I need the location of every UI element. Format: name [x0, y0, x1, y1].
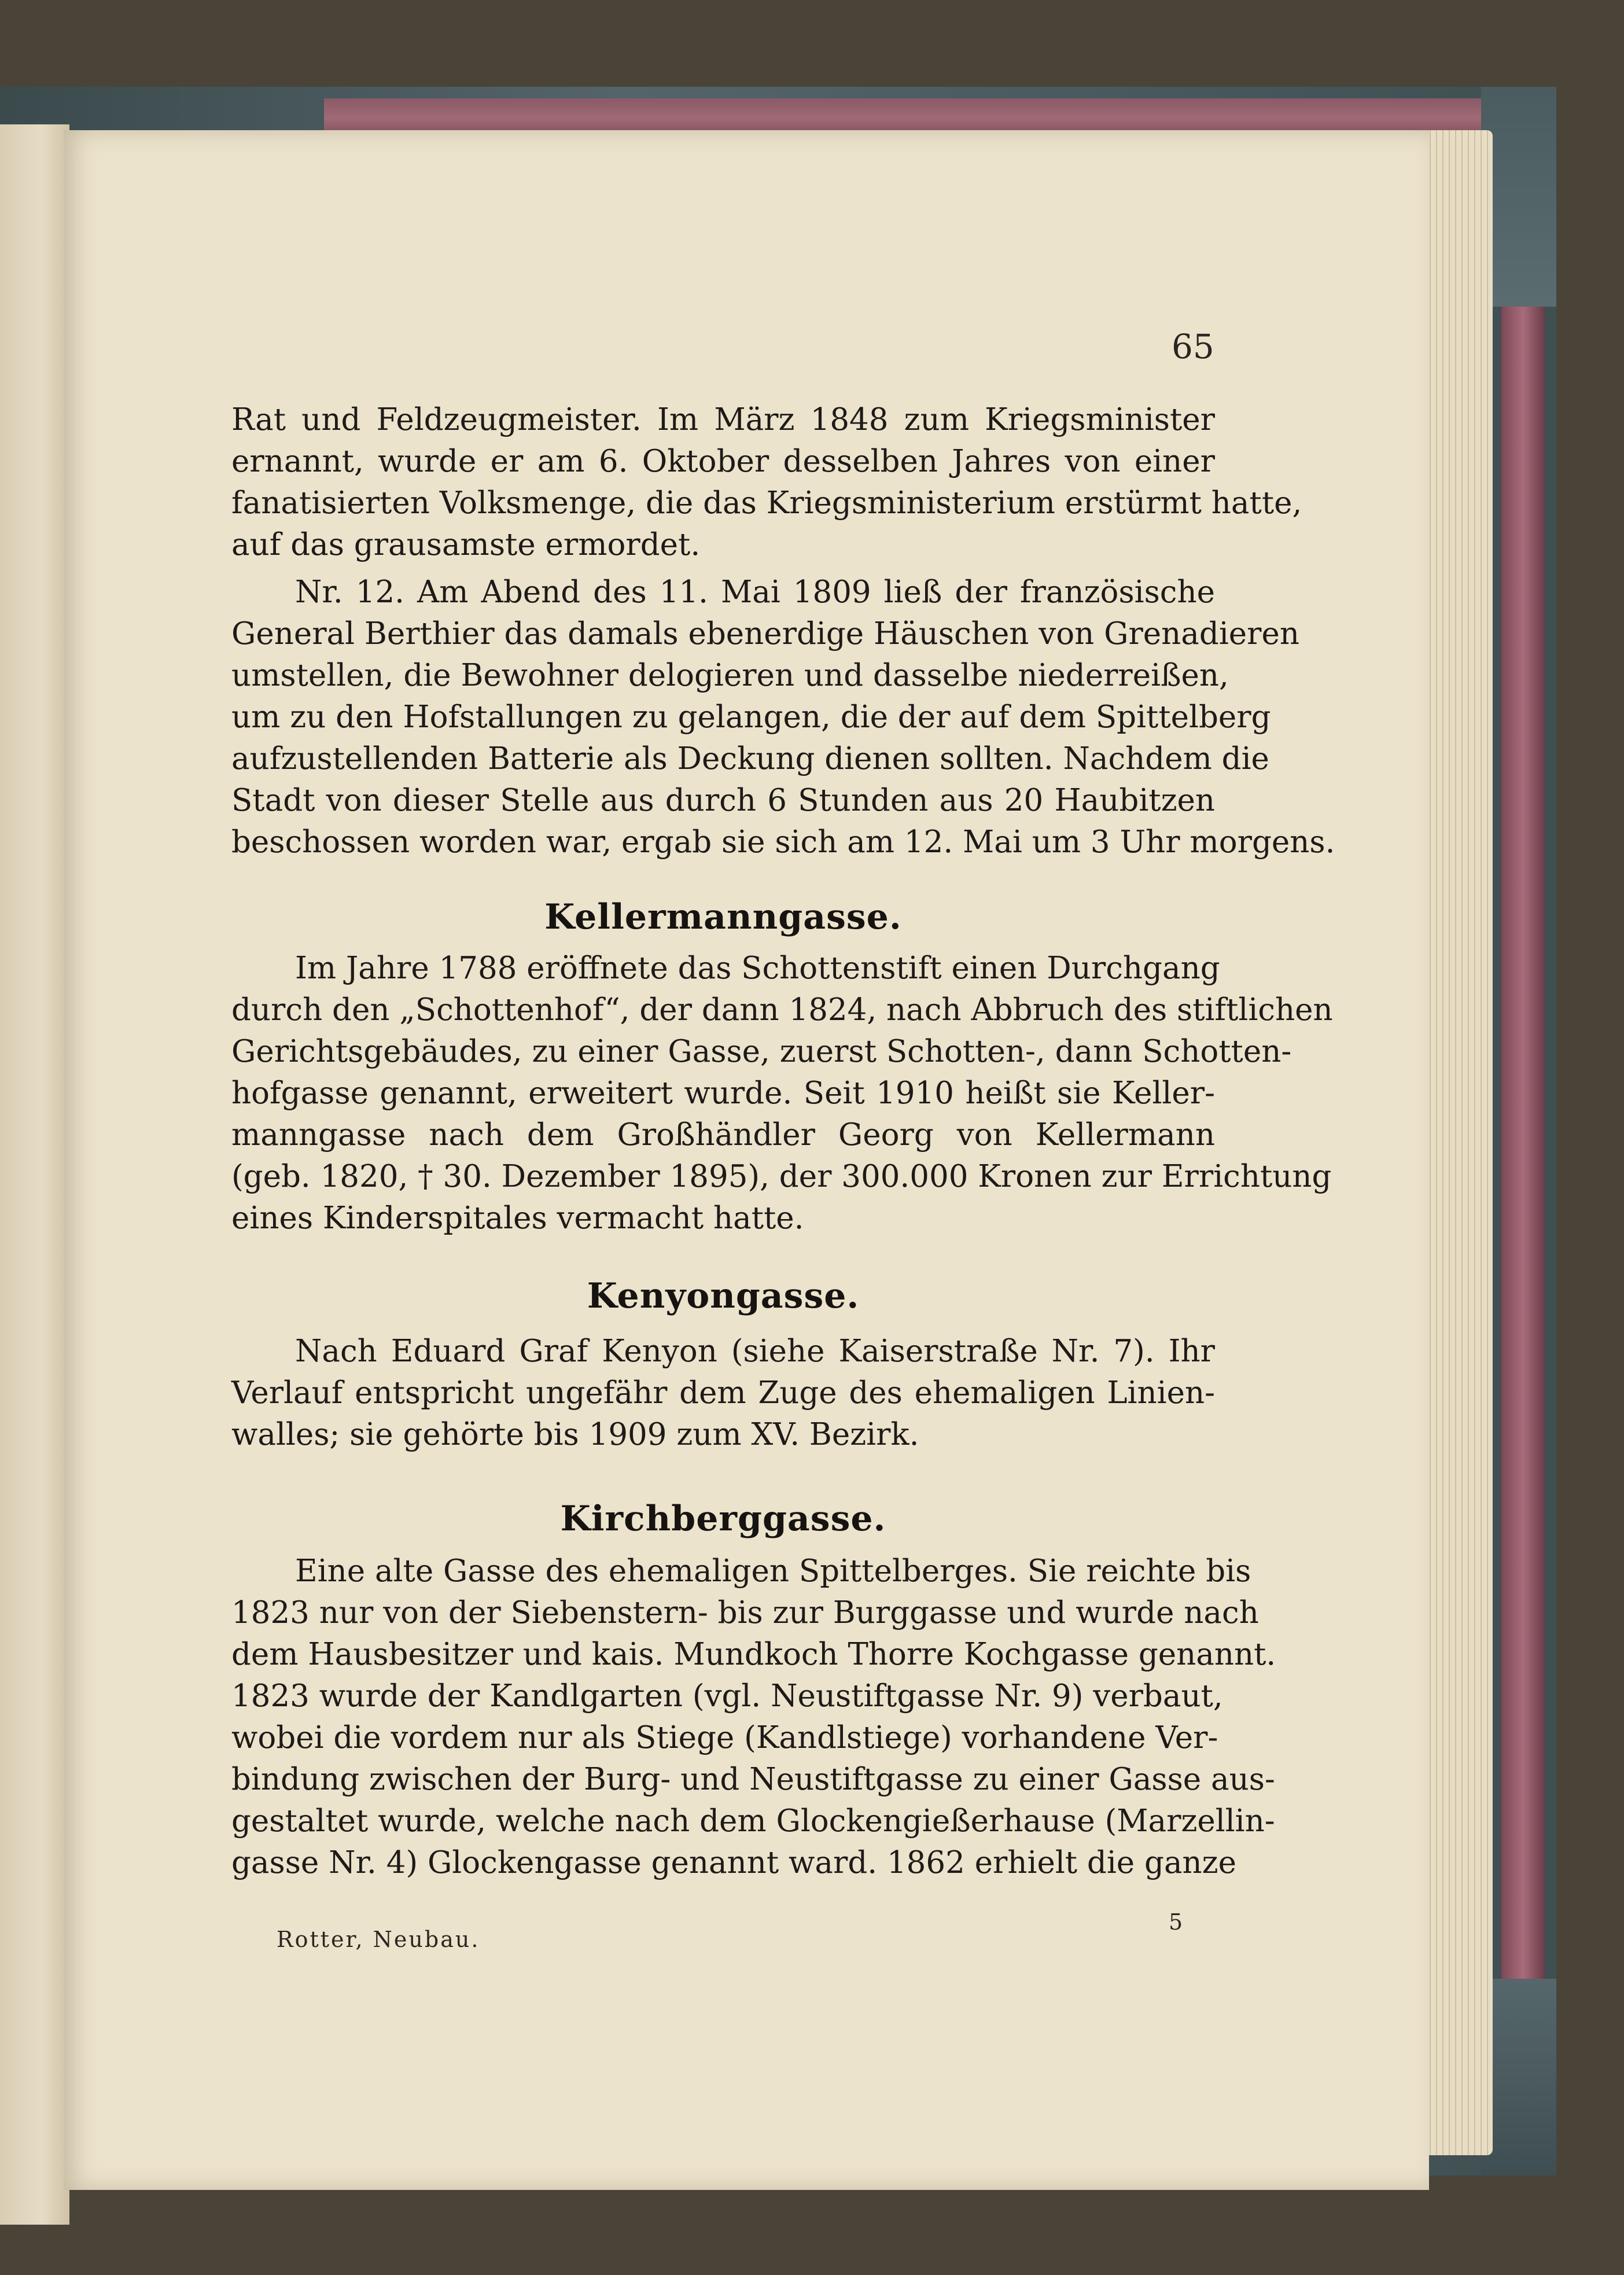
text-line: um zu den Hofstallungen zu gelangen, die der auf dem Spittelberg [231, 700, 1271, 735]
text-line: Nr. 12. Am Abend des 11. Mai 1809 ließ der französische [295, 575, 1215, 610]
text-line: manngasse nach dem Großhändler Georg von Kellermann [231, 1117, 1215, 1153]
page-number: 65 [1172, 327, 1214, 366]
intro-paragraph [231, 399, 1302, 566]
heading-kirchberggasse: Kirchberggasse. [560, 1499, 886, 1539]
text-line: General Berthier das damals ebenerdige Häuschen von Grenadieren [231, 616, 1299, 651]
text-line: Verlauf entspricht ungefähr dem Zuge des ehemaligen Linien- [231, 1375, 1215, 1411]
text-line: wobei die vordem nur als Stiege (Kandlstiege) vorhandene Ver- [231, 1720, 1218, 1755]
text-line: 1823 nur von der Siebenstern- bis zur Burggasse und wurde nach [231, 1595, 1259, 1630]
text-line: fanatisierten Volksmenge, die das Kriegsministerium erstürmt hatte, [231, 485, 1302, 521]
text-line: walles; sie gehörte bis 1909 zum XV. Bezirk. [231, 1417, 919, 1452]
text-line: umstellen, die Bewohner delogieren und dasselbe niederreißen, [231, 658, 1229, 693]
text-line: Eine alte Gasse des ehemaligen Spittelberges. Sie reichte bis [295, 1554, 1251, 1589]
footer-signature: Rotter, Neubau. [277, 1927, 480, 1952]
text-line: auf das grausamste ermordet. [231, 527, 701, 562]
text-line: hofgasse genannt, erweitert wurde. Seit 1910 heißt sie Keller- [231, 1076, 1215, 1111]
text-line: Rat und Feldzeugmeister. Im März 1848 zum Kriegsminister [231, 402, 1215, 437]
cover-right-edge [1501, 116, 1545, 2170]
facing-page-edge [0, 124, 69, 2225]
text-line: 1823 wurde der Kandlgarten (vgl. Neustiftgasse Nr. 9) verbaut, [231, 1678, 1223, 1714]
text-line: aufzustellenden Batterie als Deckung dienen sollten. Nachdem die [231, 741, 1269, 776]
heading-kenyongasse: Kenyongasse. [587, 1276, 860, 1316]
text-line: beschossen worden war, ergab sie sich am 12. Mai um 3 Uhr morgens. [231, 824, 1335, 860]
text-line: (geb. 1820, † 30. Dezember 1895), der 300.000 Kronen zur Errichtung [231, 1159, 1332, 1194]
text-line: Im Jahre 1788 eröffnete das Schottenstift einen Durchgang [295, 951, 1220, 986]
signature-mark: 5 [1169, 1909, 1183, 1935]
text-line: Nach Eduard Graf Kenyon (siehe Kaiserstraße Nr. 7). Ihr [295, 1334, 1215, 1369]
text-line: eines Kinderspitales vermacht hatte. [231, 1201, 804, 1236]
text-line: bindung zwischen der Burg- und Neustiftgasse zu einer Gasse aus- [231, 1762, 1275, 1797]
text-line: dem Hausbesitzer und kais. Mundkoch Thorre Kochgasse genannt. [231, 1637, 1276, 1672]
kirchberggasse-paragraph [231, 1551, 1276, 1884]
kellermanngasse-paragraph [231, 948, 1333, 1239]
text-line: gestaltet wurde, welche nach dem Glockengießerhause (Marzellin- [231, 1803, 1275, 1839]
text-line: durch den „Schottenhof“, der dann 1824, nach Abbruch des stiftlichen [231, 992, 1333, 1028]
text-line: ernannt, wurde er am 6. Oktober desselben Jahres von einer [231, 444, 1215, 479]
heading-kellermanngasse: Kellermanngasse. [544, 897, 902, 937]
nr12-paragraph [231, 572, 1335, 863]
text-line: Gerichtsgebäudes, zu einer Gasse, zuerst Schotten-, dann Schotten- [231, 1034, 1292, 1069]
text-line: gasse Nr. 4) Glockengasse genannt ward. 1862 erhielt die ganze [231, 1845, 1236, 1880]
kenyongasse-paragraph [231, 1331, 1215, 1456]
text-line: Stadt von dieser Stelle aus durch 6 Stunden aus 20 Haubitzen [231, 783, 1215, 818]
